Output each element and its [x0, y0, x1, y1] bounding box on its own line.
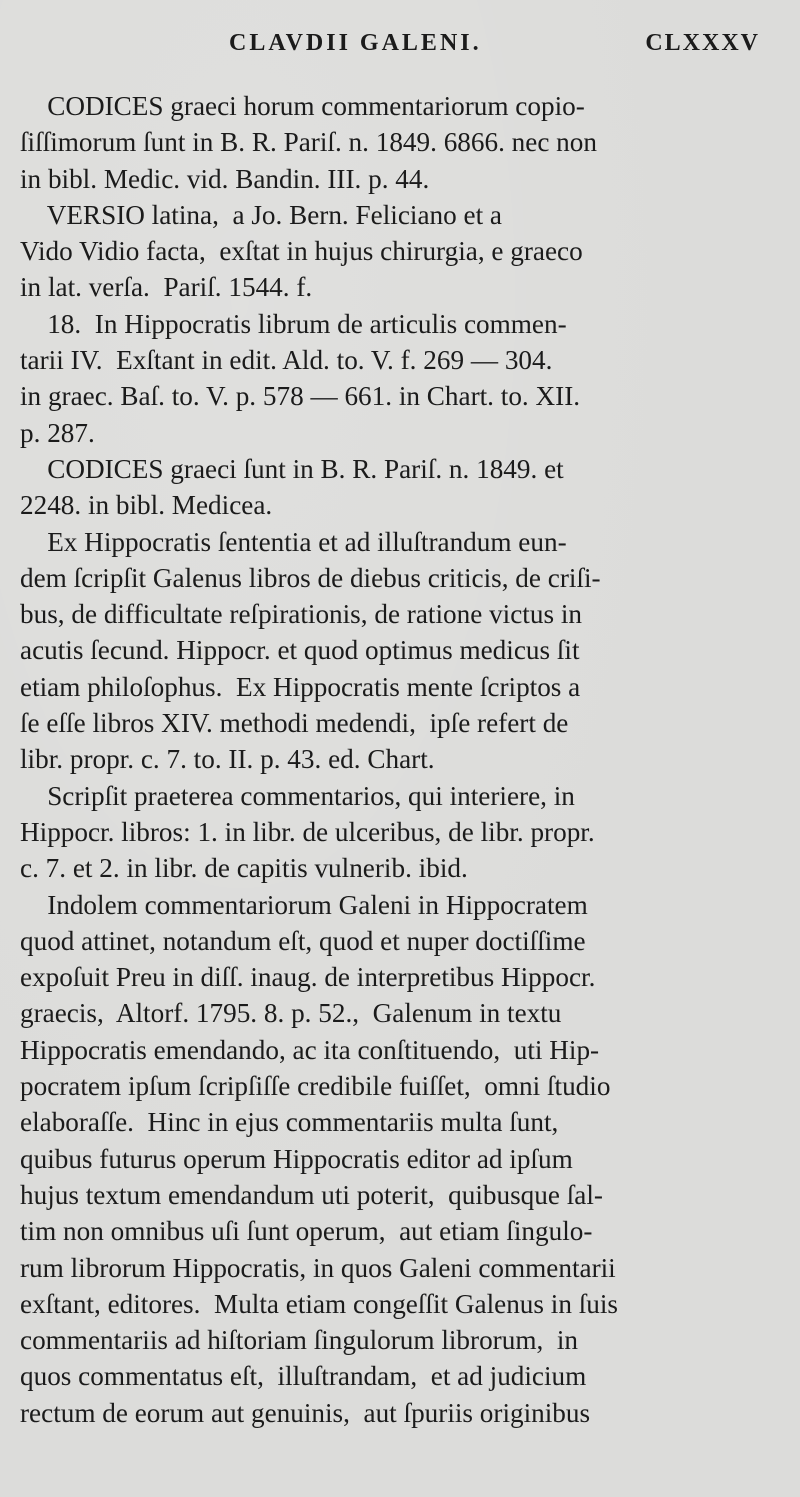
text-line: c. 7. et 2. in libr. de capitis vulnerib. ibid. [20, 853, 468, 884]
text-line: CODICES graeci ſunt in B. R. Pariſ. n. 1849. et [20, 453, 564, 484]
text-line: Scripſit praeterea commentarios, qui interiere, in [20, 780, 575, 811]
running-header [0, 30, 800, 70]
text-line: Hippocratis emendando, ac ita conſtituendo, uti Hip- [20, 1034, 600, 1065]
text-line: Indolem commentariorum Galeni in Hippocratem [20, 889, 588, 920]
text-line: p. 287. [20, 417, 95, 448]
text-line: elaboraſſe. Hinc in ejus commentariis multa ſunt, [20, 1107, 559, 1138]
text-line: tim non omnibus uſi ſunt operum, aut etiam ſingulo- [20, 1216, 593, 1247]
text-line: hujus textum emendandum uti poterit, quibusque ſal- [20, 1179, 603, 1210]
text-line: acutis ſecund. Hippocr. et quod optimus medicus ſit [20, 635, 580, 666]
text-line: quibus futurus operum Hippocratis editor ad ipſum [20, 1143, 573, 1174]
text-line: exſtant, editores. Multa etiam congeſſit Galenus in ſuis [20, 1288, 618, 1319]
text-line: CODICES graeci horum commentariorum copio- [20, 91, 585, 121]
text-line: pocratem ipſum ſcripſiſſe credibile fuiſſet, omni ſtudio [20, 1071, 611, 1102]
text-line: quos commentatus eſt, illuſtrandam, et ad judicium [20, 1361, 587, 1392]
text-line: ſe eſſe libros XIV. methodi medendi, ipſe refert de [20, 708, 569, 739]
body-text [20, 88, 762, 1431]
text-line: graecis, Altorf. 1795. 8. p. 52., Galenum in textu [20, 998, 562, 1029]
text-line: dem ſcripſit Galenus libros de diebus criticis, de criſi- [20, 562, 601, 593]
text-line: tarii IV. Exſtant in edit. Ald. to. V. f. 269 — 304. [20, 345, 553, 376]
text-line: Hippocr. libros: 1. in libr. de ulceribus, de libr. propr. [20, 816, 595, 847]
text-line: etiam philoſophus. Ex Hippocratis mente ſcriptos a [20, 671, 581, 702]
text-line: Vido Vidio facta, exſtat in hujus chirurgia, e graeco [20, 236, 583, 267]
text-line: ſiſſimorum ſunt in B. R. Pariſ. n. 1849. 6866. nec non [20, 127, 597, 158]
text-line: 2248. in bibl. Medicea. [20, 490, 273, 521]
text-line: expoſuit Preu in diſſ. inaug. de interpretibus Hippocr. [20, 962, 596, 993]
running-title: CLAVDII GALENI. [229, 30, 482, 56]
text-line: in graec. Baſ. to. V. p. 578 — 661. in Chart. to. XII. [20, 381, 581, 412]
text-line: bus, de difficultate reſpirationis, de ratione victus in [20, 599, 582, 630]
text-line: libr. propr. c. 7. to. II. p. 43. ed. Chart. [20, 744, 435, 775]
text-line: commentariis ad hiſtoriam ſingulorum librorum, in [20, 1325, 579, 1356]
text-line: in bibl. Medic. vid. Bandin. III. p. 44. [20, 163, 430, 194]
text-line: Ex Hippocratis ſententia et ad illuſtrandum eun- [20, 526, 567, 557]
text-line: quod attinet, notandum eſt, quod et nuper doctiſſime [20, 925, 586, 956]
text-line: VERSIO latina, a Jo. Bern. Feliciano et a [20, 199, 502, 230]
page-number: CLXXXV [645, 30, 760, 56]
text-line: rum librorum Hippocratis, in quos Galeni commentarii [20, 1252, 616, 1283]
text-line: 18. In Hippocratis librum de articulis commen- [20, 308, 567, 339]
text-line: rectum de eorum aut genuinis, aut ſpuriis originibus [20, 1397, 591, 1428]
text-line: in lat. verſa. Pariſ. 1544. f. [20, 272, 313, 303]
